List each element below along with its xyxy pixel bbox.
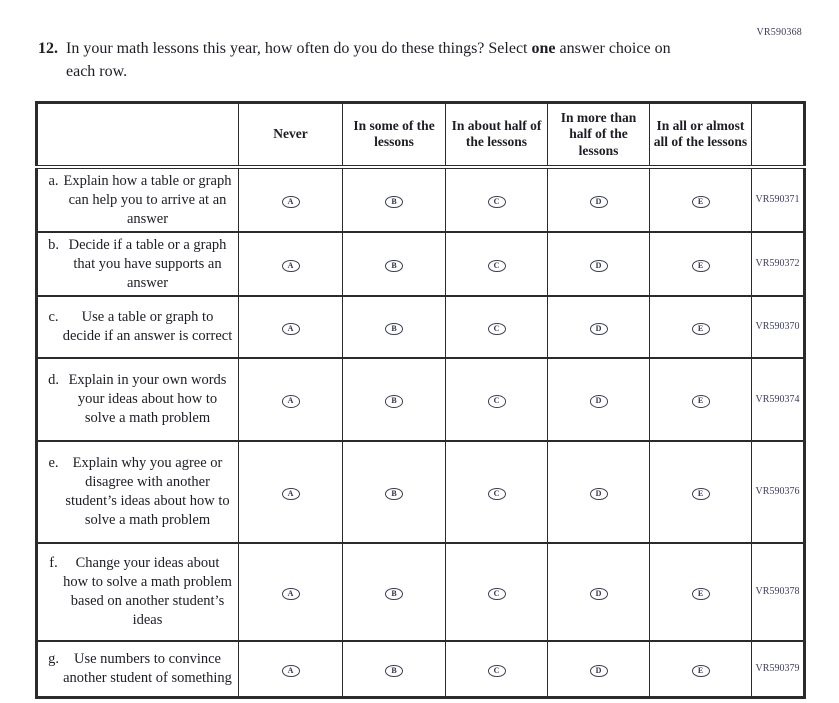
header-more-than-half: In more than half of the lessons [548, 103, 650, 167]
question-number: 12. [38, 40, 58, 57]
row-code-cell [752, 641, 805, 698]
bubble-cell [343, 358, 446, 441]
answer-bubble-a[interactable]: A [282, 488, 300, 501]
answer-bubble-a[interactable]: A [282, 665, 300, 678]
row-code: VR590376 [755, 486, 800, 497]
bubble-cell [548, 167, 650, 232]
row-label: Decide if a table or a graph that you have supports an answer [68, 236, 227, 291]
bubble-cell [650, 543, 752, 641]
answer-bubble-e[interactable]: E [692, 260, 710, 273]
header-some-lessons: In some of the lessons [343, 103, 446, 167]
row-letter: e. [48, 455, 59, 471]
answer-bubble-c[interactable]: C [488, 395, 506, 408]
header-about-half: In about half of the lessons [446, 103, 548, 167]
answer-bubble-d[interactable]: D [590, 588, 608, 601]
row-code: VR590371 [755, 194, 800, 205]
header-empty [37, 103, 239, 167]
row-letter: c. [48, 309, 59, 325]
row-label-cell [37, 641, 239, 698]
bubble-cell [650, 441, 752, 543]
answer-bubble-e[interactable]: E [692, 196, 710, 209]
bubble-cell [446, 641, 548, 698]
row-code-cell [752, 167, 805, 232]
answer-bubble-d[interactable]: D [590, 196, 608, 209]
row-letter: d. [48, 372, 59, 388]
row-label-cell [37, 358, 239, 441]
answer-bubble-b[interactable]: B [385, 395, 403, 408]
bubble-cell [343, 167, 446, 232]
table-row [37, 441, 805, 543]
bubble-cell [548, 543, 650, 641]
answer-bubble-e[interactable]: E [692, 395, 710, 408]
answer-bubble-e[interactable]: E [692, 488, 710, 501]
row-label: Use numbers to convince another student of something [63, 651, 232, 687]
answer-bubble-e[interactable]: E [692, 665, 710, 678]
table-header [37, 103, 805, 167]
row-code: VR590374 [755, 393, 800, 405]
answer-bubble-b[interactable]: B [385, 260, 403, 273]
row-label-cell [37, 167, 239, 232]
bubble-cell [446, 296, 548, 358]
answer-bubble-d[interactable]: D [590, 665, 608, 678]
bubble-cell [239, 232, 343, 296]
row-code: VR590379 [755, 663, 800, 675]
bubble-cell [548, 296, 650, 358]
answer-bubble-b[interactable]: B [385, 588, 403, 601]
row-label-cell [37, 441, 239, 543]
answer-bubble-b[interactable]: B [385, 323, 403, 336]
answer-bubble-e[interactable]: E [692, 323, 710, 336]
answer-bubble-d[interactable]: D [590, 488, 608, 501]
answer-bubble-d[interactable]: D [590, 323, 608, 336]
row-code-cell [752, 296, 805, 358]
answer-bubble-b[interactable]: B [385, 488, 403, 501]
table-row [37, 543, 805, 641]
bubble-cell [650, 296, 752, 358]
question-12-table [35, 101, 806, 699]
bubble-cell [650, 641, 752, 698]
row-label: Change your ideas about how to solve a math problem based on another student’s ideas [63, 555, 232, 628]
answer-bubble-e[interactable]: E [692, 588, 710, 601]
answer-bubble-a[interactable]: A [282, 588, 300, 601]
row-label-cell [37, 232, 239, 296]
answer-bubble-b[interactable]: B [385, 665, 403, 678]
answer-bubble-c[interactable]: C [488, 488, 506, 501]
answer-bubble-c[interactable]: C [488, 665, 506, 678]
answer-bubble-a[interactable]: A [282, 260, 300, 273]
bubble-cell [446, 358, 548, 441]
bubble-cell [343, 441, 446, 543]
question-text [66, 38, 691, 83]
answer-bubble-c[interactable]: C [488, 196, 506, 209]
bubble-cell [446, 543, 548, 641]
table-row [37, 167, 805, 232]
bubble-cell [446, 232, 548, 296]
answer-bubble-c[interactable]: C [488, 260, 506, 273]
row-letter: b. [48, 236, 59, 253]
row-code-cell [752, 441, 805, 543]
answer-bubble-d[interactable]: D [590, 260, 608, 273]
answer-bubble-c[interactable]: C [488, 323, 506, 336]
bubble-cell [239, 543, 343, 641]
table-row [37, 232, 805, 296]
bubble-cell [343, 641, 446, 698]
row-code-cell [752, 543, 805, 641]
bubble-cell [650, 358, 752, 441]
bubble-cell [650, 167, 752, 232]
bubble-cell [239, 167, 343, 232]
bubble-cell [343, 232, 446, 296]
bubble-cell [548, 641, 650, 698]
question-text-part1: In your math lessons this year, how often do you do these things? Select [66, 40, 532, 57]
bubble-cell [446, 441, 548, 543]
row-label-cell [37, 543, 239, 641]
table-row [37, 296, 805, 358]
bubble-cell [239, 358, 343, 441]
row-code-cell [752, 232, 805, 296]
answer-bubble-b[interactable]: B [385, 196, 403, 209]
row-letter: f. [49, 555, 58, 571]
bubble-cell [343, 543, 446, 641]
question-12 [38, 38, 728, 83]
bubble-cell [548, 441, 650, 543]
answer-bubble-a[interactable]: A [282, 395, 300, 408]
header-never: Never [239, 103, 343, 167]
bubble-cell [446, 167, 548, 232]
header-row [37, 103, 805, 167]
row-label-cell [37, 296, 239, 358]
header-all-or-almost-all: In all or almost all of the lessons [650, 103, 752, 167]
bubble-cell [343, 296, 446, 358]
row-label: Explain in your own words your ideas about how to solve a math problem [68, 372, 227, 426]
bubble-cell [239, 641, 343, 698]
row-letter: a. [48, 172, 59, 189]
bubble-cell [239, 441, 343, 543]
row-code: VR590372 [755, 258, 800, 269]
question-text-part2: answer choice on each row. [66, 40, 671, 80]
answer-bubble-a[interactable]: A [282, 323, 300, 336]
bubble-cell [548, 232, 650, 296]
form-code: VR590368 [756, 27, 802, 38]
row-code: VR590370 [755, 321, 800, 332]
header-code-column [752, 103, 805, 167]
bubble-cell [239, 296, 343, 358]
answer-bubble-a[interactable]: A [282, 196, 300, 209]
answer-bubble-d[interactable]: D [590, 395, 608, 408]
row-code-cell [752, 358, 805, 441]
row-label: Explain how a table or graph can help you to arrive at an answer [63, 172, 232, 227]
row-code: VR590378 [755, 586, 800, 597]
answer-bubble-c[interactable]: C [488, 588, 506, 601]
bubble-cell [650, 232, 752, 296]
table-row [37, 641, 805, 698]
table-row [37, 358, 805, 441]
bubble-cell [548, 358, 650, 441]
row-letter: g. [48, 651, 59, 668]
question-bold-word: one [531, 40, 556, 57]
row-label: Explain why you agree or disagree with another student’s ideas about how to solve a math problem [65, 455, 230, 528]
row-label: Use a table or graph to decide if an answer is correct [62, 309, 233, 344]
